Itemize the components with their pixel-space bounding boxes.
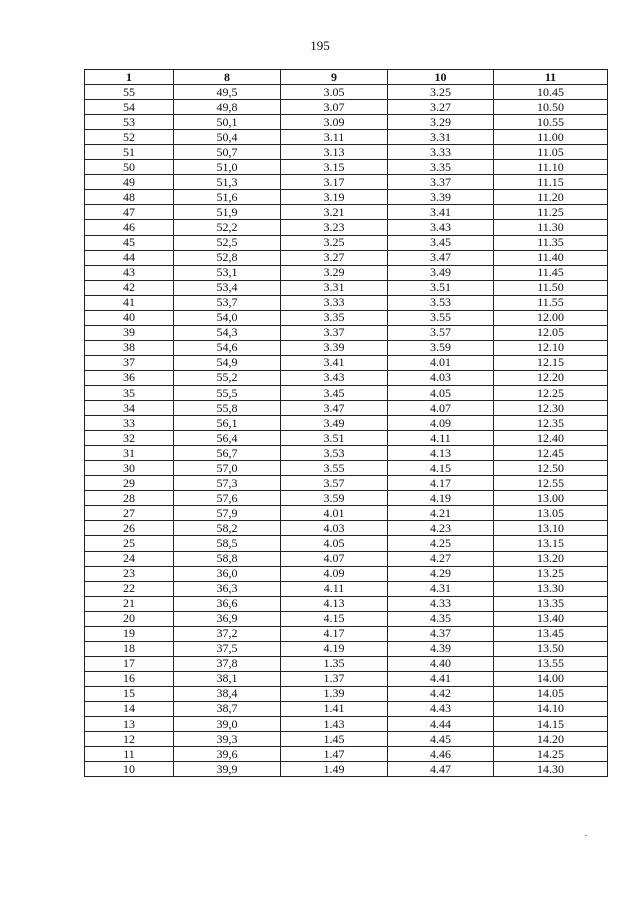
table-row [85,416,608,431]
table-cell: 35 [85,385,174,400]
table-cell: 44 [85,250,174,265]
table-cell: 53 [85,115,174,130]
table-cell: 3.49 [388,265,494,280]
table-cell: 3.37 [281,325,388,340]
table-row [85,596,608,611]
table-cell: 37,2 [174,626,281,641]
table-cell: 14.10 [494,701,608,716]
table-cell: 4.11 [281,581,388,596]
table-cell: 3.51 [281,431,388,446]
table-row [85,551,608,566]
page-number: 195 [310,38,330,53]
table-cell: 1.37 [281,671,388,686]
table-cell: 12.55 [494,476,608,491]
table-cell: 11.25 [494,205,608,220]
table-row [85,355,608,370]
table-cell: 13.10 [494,521,608,536]
table-cell: 4.35 [388,611,494,626]
column-header-8: 8 [174,70,281,85]
table-cell: 4.25 [388,536,494,551]
table-row [85,747,608,762]
table-cell: 11.45 [494,265,608,280]
table-cell: 4.11 [388,431,494,446]
table-row [85,656,608,671]
table-cell: 51 [85,145,174,160]
table-cell: 3.35 [281,310,388,325]
table-cell: 1.49 [281,762,388,777]
table-cell: 39,6 [174,747,281,762]
table-cell: 45 [85,235,174,250]
table-cell: 11.00 [494,130,608,145]
table-cell: 50,7 [174,145,281,160]
table-cell: 13.35 [494,596,608,611]
table-row [85,461,608,476]
table-row [85,295,608,310]
table-cell: 12 [85,732,174,747]
table-cell: 4.23 [388,521,494,536]
table-cell: 12.50 [494,461,608,476]
table-cell: 3.09 [281,115,388,130]
table-cell: 4.15 [281,611,388,626]
table-cell: 34 [85,401,174,416]
table-cell: 19 [85,626,174,641]
table-cell: 11.55 [494,295,608,310]
table-cell: 4.13 [388,446,494,461]
table-cell: 4.43 [388,701,494,716]
table-cell: 3.55 [281,461,388,476]
table-row [85,250,608,265]
table-row [85,100,608,115]
table-cell: 4.03 [388,370,494,385]
table-cell: 4.46 [388,747,494,762]
table-cell: 3.39 [281,340,388,355]
table-cell: 52,8 [174,250,281,265]
table-row [85,115,608,130]
column-header-9: 9 [281,70,388,85]
table-cell: 29 [85,476,174,491]
table-cell: 14.15 [494,717,608,732]
table-cell: 12.30 [494,401,608,416]
table-cell: 21 [85,596,174,611]
table-cell: 3.57 [388,325,494,340]
table-row [85,686,608,701]
table-cell: 4.31 [388,581,494,596]
table-cell: 26 [85,521,174,536]
table-cell: 12.35 [494,416,608,431]
table-cell: 3.21 [281,205,388,220]
table-cell: 49 [85,175,174,190]
table-cell: 3.51 [388,280,494,295]
table-cell: 11.10 [494,160,608,175]
table-cell: 4.07 [281,551,388,566]
table-row [85,325,608,340]
table-cell: 10 [85,762,174,777]
table-cell: 15 [85,686,174,701]
table-cell: 36,9 [174,611,281,626]
table-cell: 12.20 [494,370,608,385]
table-cell: 58,5 [174,536,281,551]
table-cell: 3.47 [281,401,388,416]
table-cell: 54,9 [174,355,281,370]
table-cell: 54,0 [174,310,281,325]
table-row [85,190,608,205]
table-cell: 48 [85,190,174,205]
table-cell: 4.45 [388,732,494,747]
table-row [85,762,608,777]
table-cell: 37 [85,355,174,370]
table-cell: 51,0 [174,160,281,175]
table-cell: 4.42 [388,686,494,701]
table-cell: 55 [85,85,174,100]
table-cell: 3.13 [281,145,388,160]
table-cell: 37,8 [174,656,281,671]
table-body [85,85,608,777]
table-cell: 4.19 [281,641,388,656]
table-cell: 3.25 [281,235,388,250]
table-cell: 4.17 [388,476,494,491]
table-cell: 49,5 [174,85,281,100]
table-cell: 4.13 [281,596,388,611]
table-cell: 55,2 [174,370,281,385]
table-cell: 30 [85,461,174,476]
table-cell: 12.15 [494,355,608,370]
table-cell: 51,3 [174,175,281,190]
table-row [85,370,608,385]
table-cell: 1.47 [281,747,388,762]
table-row [85,220,608,235]
table-header-row [85,70,608,85]
table-cell: 49,8 [174,100,281,115]
table-cell: 27 [85,506,174,521]
table-cell: 46 [85,220,174,235]
table-cell: 3.41 [281,355,388,370]
table-cell: 39,0 [174,717,281,732]
table-cell: 32 [85,431,174,446]
table-cell: 13.45 [494,626,608,641]
table-cell: 10.55 [494,115,608,130]
table-cell: 3.29 [281,265,388,280]
table-cell: 14.30 [494,762,608,777]
table-cell: 13.15 [494,536,608,551]
data-table [84,69,608,777]
table-cell: 57,0 [174,461,281,476]
table-cell: 4.07 [388,401,494,416]
table-cell: 4.29 [388,566,494,581]
table-cell: 3.45 [388,235,494,250]
table-row [85,641,608,656]
table-cell: 3.27 [388,100,494,115]
table-cell: 4.27 [388,551,494,566]
table-cell: 4.40 [388,656,494,671]
table-cell: 12.10 [494,340,608,355]
table-cell: 3.33 [281,295,388,310]
table-cell: 56,4 [174,431,281,446]
table-cell: 57,9 [174,506,281,521]
table-row [85,340,608,355]
table-cell: 3.27 [281,250,388,265]
table-cell: 54,3 [174,325,281,340]
table-cell: 47 [85,205,174,220]
table-cell: 14.25 [494,747,608,762]
table-row [85,717,608,732]
table-row [85,611,608,626]
table-cell: 53,1 [174,265,281,280]
table-cell: 14.05 [494,686,608,701]
table-cell: 3.39 [388,190,494,205]
table-cell: 3.35 [388,160,494,175]
table-cell: 4.09 [388,416,494,431]
table-cell: 1.41 [281,701,388,716]
table-row [85,536,608,551]
table-cell: 4.03 [281,521,388,536]
table-row [85,521,608,536]
table-cell: 24 [85,551,174,566]
table-cell: 13.55 [494,656,608,671]
table-cell: 1.43 [281,717,388,732]
table-row [85,446,608,461]
table-cell: 4.37 [388,626,494,641]
table-cell: 12.40 [494,431,608,446]
table-cell: 50,1 [174,115,281,130]
table-cell: 36,3 [174,581,281,596]
table-cell: 14.20 [494,732,608,747]
table-row [85,145,608,160]
table-cell: 13.05 [494,506,608,521]
table-row [85,491,608,506]
table-cell: 10.45 [494,85,608,100]
table-cell: 11.30 [494,220,608,235]
table-cell: 36,6 [174,596,281,611]
table-row [85,626,608,641]
scan-speck [585,835,587,836]
table-cell: 12.05 [494,325,608,340]
table-cell: 3.47 [388,250,494,265]
table-cell: 3.15 [281,160,388,175]
table-cell: 38 [85,340,174,355]
table-cell: 3.37 [388,175,494,190]
table-cell: 4.19 [388,491,494,506]
table-cell: 13.00 [494,491,608,506]
table-cell: 38,4 [174,686,281,701]
table-cell: 13.20 [494,551,608,566]
table-cell: 13.40 [494,611,608,626]
table-cell: 52,2 [174,220,281,235]
table-cell: 3.43 [281,370,388,385]
table-cell: 56,7 [174,446,281,461]
table-row [85,701,608,716]
table-cell: 11.40 [494,250,608,265]
table-cell: 3.23 [281,220,388,235]
table-cell: 11.20 [494,190,608,205]
table-cell: 43 [85,265,174,280]
table-row [85,385,608,400]
table-cell: 54,6 [174,340,281,355]
table-cell: 53,4 [174,280,281,295]
table-cell: 4.05 [388,385,494,400]
table-cell: 4.44 [388,717,494,732]
table-cell: 3.05 [281,85,388,100]
column-header-11: 11 [494,70,608,85]
table-cell: 56,1 [174,416,281,431]
table-cell: 3.07 [281,100,388,115]
table-cell: 13 [85,717,174,732]
table-cell: 51,9 [174,205,281,220]
table-cell: 1.39 [281,686,388,701]
table-cell: 20 [85,611,174,626]
table-cell: 50 [85,160,174,175]
table-cell: 38,1 [174,671,281,686]
table-cell: 11 [85,747,174,762]
table-cell: 1.45 [281,732,388,747]
table-cell: 38,7 [174,701,281,716]
table-row [85,130,608,145]
table-cell: 4.01 [388,355,494,370]
table-cell: 13.25 [494,566,608,581]
table-cell: 55,5 [174,385,281,400]
table-row [85,581,608,596]
table-cell: 57,6 [174,491,281,506]
table-cell: 58,2 [174,521,281,536]
table-cell: 23 [85,566,174,581]
table-row [85,175,608,190]
table-row [85,265,608,280]
table-cell: 3.59 [281,491,388,506]
table-cell: 3.59 [388,340,494,355]
table-cell: 3.57 [281,476,388,491]
table-cell: 33 [85,416,174,431]
table-cell: 36,0 [174,566,281,581]
table-cell: 37,5 [174,641,281,656]
table-cell: 3.41 [388,205,494,220]
table-cell: 4.41 [388,671,494,686]
table-cell: 13.50 [494,641,608,656]
table-row [85,566,608,581]
table-row [85,310,608,325]
table-row [85,85,608,100]
table-cell: 4.15 [388,461,494,476]
table-cell: 13.30 [494,581,608,596]
table-cell: 28 [85,491,174,506]
table-cell: 36 [85,370,174,385]
table-cell: 51,6 [174,190,281,205]
table-cell: 39 [85,325,174,340]
table-cell: 3.55 [388,310,494,325]
table-row [85,160,608,175]
table-cell: 39,9 [174,762,281,777]
table-cell: 57,3 [174,476,281,491]
table-cell: 3.43 [388,220,494,235]
table-cell: 4.21 [388,506,494,521]
table-row [85,280,608,295]
table-cell: 53,7 [174,295,281,310]
table-cell: 12.45 [494,446,608,461]
table-cell: 3.33 [388,145,494,160]
table-cell: 17 [85,656,174,671]
table-cell: 3.17 [281,175,388,190]
table-cell: 4.39 [388,641,494,656]
table-row [85,205,608,220]
table-cell: 25 [85,536,174,551]
table-cell: 3.53 [388,295,494,310]
table-row [85,401,608,416]
table-cell: 3.29 [388,115,494,130]
table-cell: 11.50 [494,280,608,295]
table-row [85,235,608,250]
column-header-1: 1 [85,70,174,85]
table-cell: 3.11 [281,130,388,145]
table-cell: 4.17 [281,626,388,641]
table-cell: 31 [85,446,174,461]
table-cell: 52,5 [174,235,281,250]
table-cell: 11.15 [494,175,608,190]
table-cell: 4.47 [388,762,494,777]
table-cell: 54 [85,100,174,115]
table-cell: 14 [85,701,174,716]
table-cell: 41 [85,295,174,310]
column-header-10: 10 [388,70,494,85]
table-cell: 3.19 [281,190,388,205]
table-cell: 1.35 [281,656,388,671]
table-cell: 18 [85,641,174,656]
table-row [85,476,608,491]
table-cell: 12.25 [494,385,608,400]
table-cell: 3.25 [388,85,494,100]
table-cell: 10.50 [494,100,608,115]
table-cell: 3.45 [281,385,388,400]
table-cell: 4.33 [388,596,494,611]
table-row [85,431,608,446]
table-cell: 4.09 [281,566,388,581]
table-cell: 11.05 [494,145,608,160]
table-row [85,506,608,521]
table-cell: 42 [85,280,174,295]
table-cell: 22 [85,581,174,596]
table-cell: 3.31 [388,130,494,145]
table-cell: 11.35 [494,235,608,250]
table-row [85,671,608,686]
table-cell: 4.05 [281,536,388,551]
table-cell: 12.00 [494,310,608,325]
table-cell: 50,4 [174,130,281,145]
table-cell: 3.31 [281,280,388,295]
table-cell: 16 [85,671,174,686]
table-cell: 4.01 [281,506,388,521]
table-cell: 14.00 [494,671,608,686]
table-cell: 3.49 [281,416,388,431]
table-row [85,732,608,747]
table-cell: 40 [85,310,174,325]
table-cell: 52 [85,130,174,145]
table-cell: 3.53 [281,446,388,461]
table-cell: 58,8 [174,551,281,566]
table-cell: 55,8 [174,401,281,416]
table-cell: 39,3 [174,732,281,747]
